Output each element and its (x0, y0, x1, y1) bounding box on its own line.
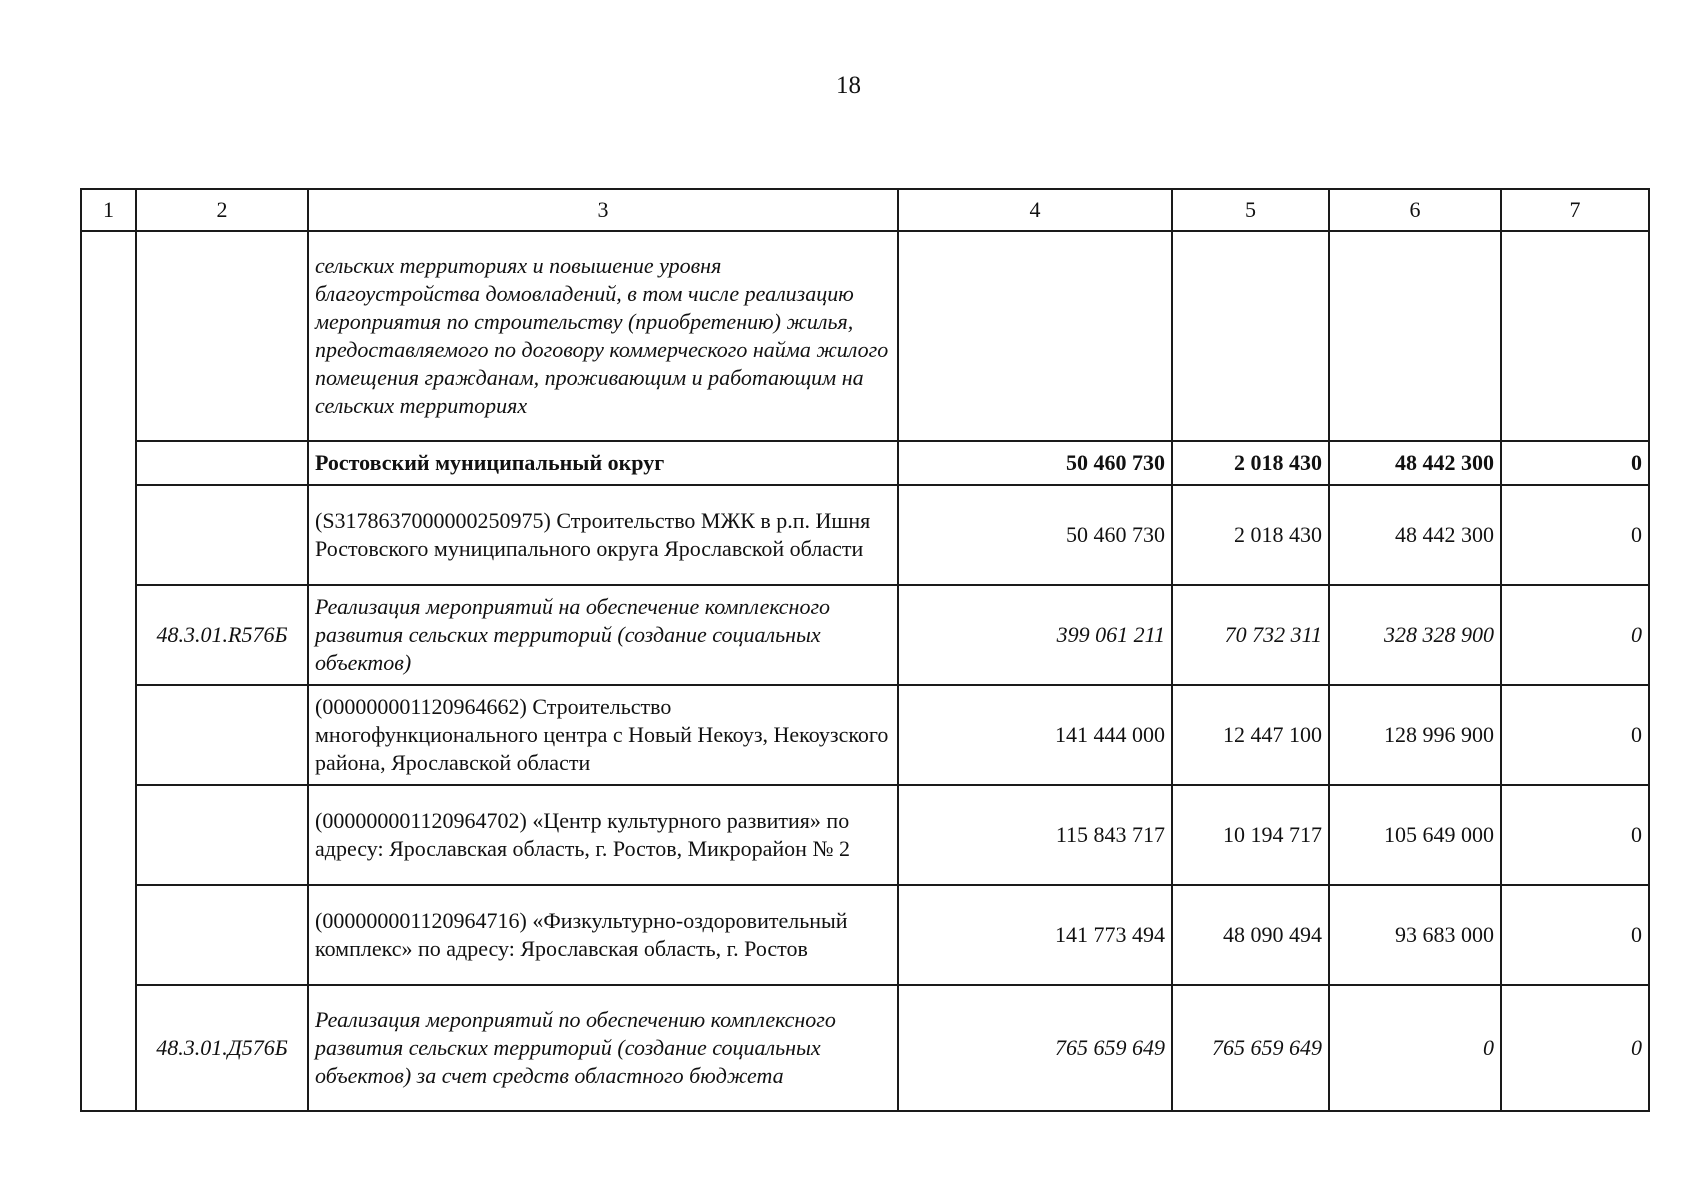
name-cell: Ростовский муниципальный округ (308, 441, 898, 485)
total-cell: 765 659 649 (898, 985, 1172, 1111)
value-cell-6: 105 649 000 (1329, 785, 1501, 885)
name-cell: (000000001120964702) «Центр культурного развития» по адресу: Ярославская область, г. Ростов, Микрорайон № 2 (308, 785, 898, 885)
value-cell-7: 0 (1501, 985, 1649, 1111)
table-row (81, 785, 1649, 885)
total-cell: 141 444 000 (898, 685, 1172, 785)
value-cell-5: 2 018 430 (1172, 441, 1329, 485)
code-cell (136, 231, 308, 441)
column-header: 7 (1501, 189, 1649, 231)
value-cell-6: 48 442 300 (1329, 485, 1501, 585)
value-cell-7: 0 (1501, 885, 1649, 985)
value-cell-7: 0 (1501, 441, 1649, 485)
column-header: 5 (1172, 189, 1329, 231)
name-cell: (S3178637000000250975) Строительство МЖК в р.п. Ишня Ростовского муниципального округа Ярославской области (308, 485, 898, 585)
code-cell (136, 785, 308, 885)
code-cell: 48.3.01.R576Б (136, 585, 308, 685)
column-header: 2 (136, 189, 308, 231)
budget-table (80, 188, 1650, 1112)
value-cell-5: 70 732 311 (1172, 585, 1329, 685)
code-cell (136, 885, 308, 985)
table-row (81, 885, 1649, 985)
table-row (81, 485, 1649, 585)
total-cell: 141 773 494 (898, 885, 1172, 985)
code-cell (136, 485, 308, 585)
value-cell-5: 12 447 100 (1172, 685, 1329, 785)
value-cell-6: 128 996 900 (1329, 685, 1501, 785)
index-cell (81, 231, 136, 1111)
value-cell-7: 0 (1501, 685, 1649, 785)
name-cell: (000000001120964716) «Физкультурно-оздоровительный комплекс» по адресу: Ярославская область, г. Ростов (308, 885, 898, 985)
total-cell: 50 460 730 (898, 441, 1172, 485)
column-header: 3 (308, 189, 898, 231)
code-cell (136, 441, 308, 485)
value-cell-5: 2 018 430 (1172, 485, 1329, 585)
page-number: 18 (836, 72, 861, 99)
name-cell: сельских территориях и повышение уровня благоустройства домовладений, в том числе реализацию мероприятия по строительству (приобретению) жилья, предоставляемого по договору коммерческого найма жилого помещения гражданам, проживающим и работающим на сельских территориях (308, 231, 898, 441)
column-header: 1 (81, 189, 136, 231)
name-cell: Реализация мероприятий на обеспечение комплексного развития сельских территорий (создание социальных объектов) (308, 585, 898, 685)
value-cell-6 (1329, 231, 1501, 441)
total-cell: 115 843 717 (898, 785, 1172, 885)
value-cell-5: 765 659 649 (1172, 985, 1329, 1111)
value-cell-6: 93 683 000 (1329, 885, 1501, 985)
total-cell (898, 231, 1172, 441)
column-header: 4 (898, 189, 1172, 231)
value-cell-5 (1172, 231, 1329, 441)
value-cell-5: 48 090 494 (1172, 885, 1329, 985)
value-cell-7: 0 (1501, 585, 1649, 685)
code-cell: 48.3.01.Д576Б (136, 985, 308, 1111)
value-cell-7 (1501, 231, 1649, 441)
code-cell (136, 685, 308, 785)
total-cell: 50 460 730 (898, 485, 1172, 585)
value-cell-6: 0 (1329, 985, 1501, 1111)
value-cell-5: 10 194 717 (1172, 785, 1329, 885)
column-header: 6 (1329, 189, 1501, 231)
table-row (81, 441, 1649, 485)
value-cell-7: 0 (1501, 485, 1649, 585)
value-cell-7: 0 (1501, 785, 1649, 885)
value-cell-6: 48 442 300 (1329, 441, 1501, 485)
table-row (81, 985, 1649, 1111)
table-row (81, 231, 1649, 441)
table-row (81, 685, 1649, 785)
table-header-row (81, 189, 1649, 231)
table-row (81, 585, 1649, 685)
name-cell: Реализация мероприятий по обеспечению комплексного развития сельских территорий (создание социальных объектов) за счет средств областного бюджета (308, 985, 898, 1111)
total-cell: 399 061 211 (898, 585, 1172, 685)
name-cell: (000000001120964662) Строительство многофункционального центра с Новый Некоуз, Некоузского района, Ярославской области (308, 685, 898, 785)
value-cell-6: 328 328 900 (1329, 585, 1501, 685)
